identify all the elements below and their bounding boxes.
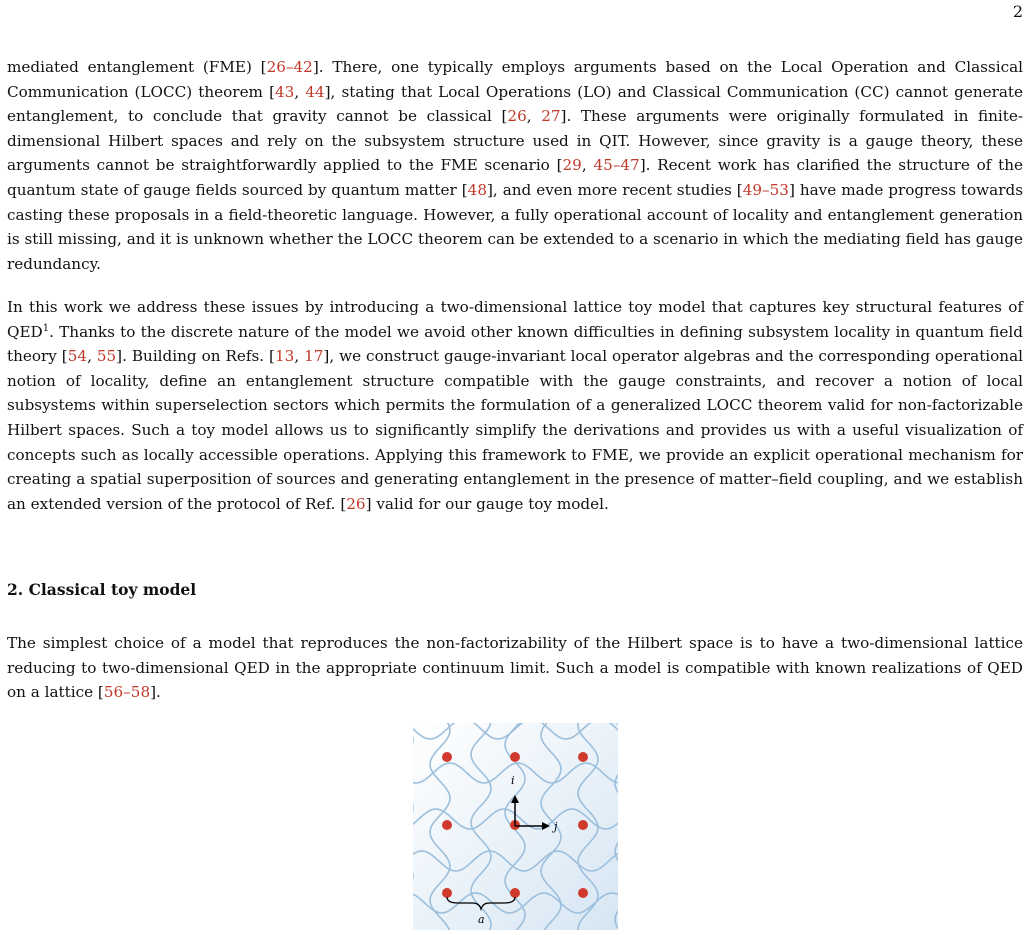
citation-link[interactable]: 49–53 [742,180,789,199]
text-run: , [294,347,305,366]
footnote-marker[interactable]: 1 [42,322,50,334]
citation-link[interactable]: 45–47 [593,156,640,175]
text-run: , [294,82,306,101]
page-number: 2 [1012,2,1023,21]
lattice-site [578,888,588,898]
lattice-site [510,888,520,898]
citation-link[interactable]: 26–42 [266,58,313,76]
text-run: ]. These arguments were originally formulated in finite-dimensional Hilbert spaces and rely on the subsystem structure used in QIT. However, since gravity is a gauge theory, these arguments cannot be straightforwardly applied to the FME scenario [ [7,107,1023,175]
text-run: ], we construct gauge-invariant local operator algebras and the corresponding operational notion of locality, define an entanglement structure compatible with the gauge constraints, and recover a notion of local subsystems within superselection sectors which permits the formulation of a generalized LOCC theorem valid for non-factorizable Hilbert spaces. Such a toy model allows us to significantly simplify the derivations and provides us with a useful visualization of concepts such as locally accessible operations. Applying this framework to FME, we provide an explicit operational mechanism for creating a spatial superposition of sources and generating entanglement in the presence of matter–field coupling, and we establish an extended version of the protocol of Ref. [ [7,347,1023,513]
text-run: The simplest choice of a model that reproduces the non-factorizability of the Hilbert space is to have a two-dimensional lattice reducing to two-dimensional QED in the appropriate continuum limit. Such a model is compatible with known realizations of QED on a lattice [ [7,634,1023,702]
label-a: a [478,913,485,926]
citation-link[interactable]: 29 [562,156,582,175]
paragraph-classical-model [7,631,1023,705]
lattice-site [510,752,520,762]
text-run: ]. There, one typically employs arguments based on the Local Operation and Classical Communication (LOCC) theorem [ [7,58,1023,101]
text-run: , [581,156,594,175]
citation-link[interactable]: 55 [96,347,117,366]
text-run: ]. [150,683,161,702]
lattice-diagram [413,723,618,930]
lattice-site [578,820,588,830]
lattice-site [442,820,452,830]
text-run: ] valid for our gauge toy model. [365,494,609,513]
citation-link[interactable]: 26 [507,107,527,126]
text-run: . Thanks to the discrete nature of the model we avoid other known difficulties in defining subsystem locality in quantum field theory [ [7,322,1023,366]
lattice-site [578,752,588,762]
citation-link[interactable]: 54 [67,347,88,366]
text-run: ]. Building on Refs. [ [116,347,275,366]
text-run: ], stating that Local Operations (LO) and Classical Communication (CC) cannot generate entanglement, to conclude that gravity cannot be classical [ [7,82,1023,126]
citation-link[interactable]: 26 [346,494,366,513]
text-run: ], and even more recent studies [ [487,180,743,199]
lattice-site [442,752,452,762]
text-run: , [87,347,97,366]
citation-link[interactable]: 17 [304,347,324,366]
text-run: mediated entanglement (FME) [ [7,58,267,76]
citation-link[interactable]: 44 [305,82,325,101]
citation-link[interactable]: 43 [275,82,295,101]
section-heading: 2. Classical toy model [7,580,197,599]
lattice-site [442,888,452,898]
citation-link[interactable]: 13 [274,347,295,366]
paragraph-intro-continued [7,55,1023,276]
text-run: ] have made progress towards casting these proposals in a field-theoretic language. However, a fully operational account of locality and entanglement generation is still missing, and it is unknown whether the LOCC theorem can be extended to a scenario in which the mediating field has gauge redundancy. [7,180,1024,273]
citation-link[interactable]: 27 [541,107,561,126]
text-run: In this work we address these issues by introducing a two-dimensional lattice toy model that captures key structural features of QED [7,298,1023,341]
lattice-figure [413,723,618,930]
citation-link[interactable]: 56–58 [103,683,151,702]
label-j: j [554,820,558,833]
paragraph-this-work [7,295,1023,516]
text-run: , [526,107,542,126]
text-run: ]. Recent work has clarified the structure of the quantum state of gauge fields sourced by quantum matter [ [7,156,1024,199]
label-i: i [511,774,515,787]
citation-link[interactable]: 48 [467,180,487,199]
